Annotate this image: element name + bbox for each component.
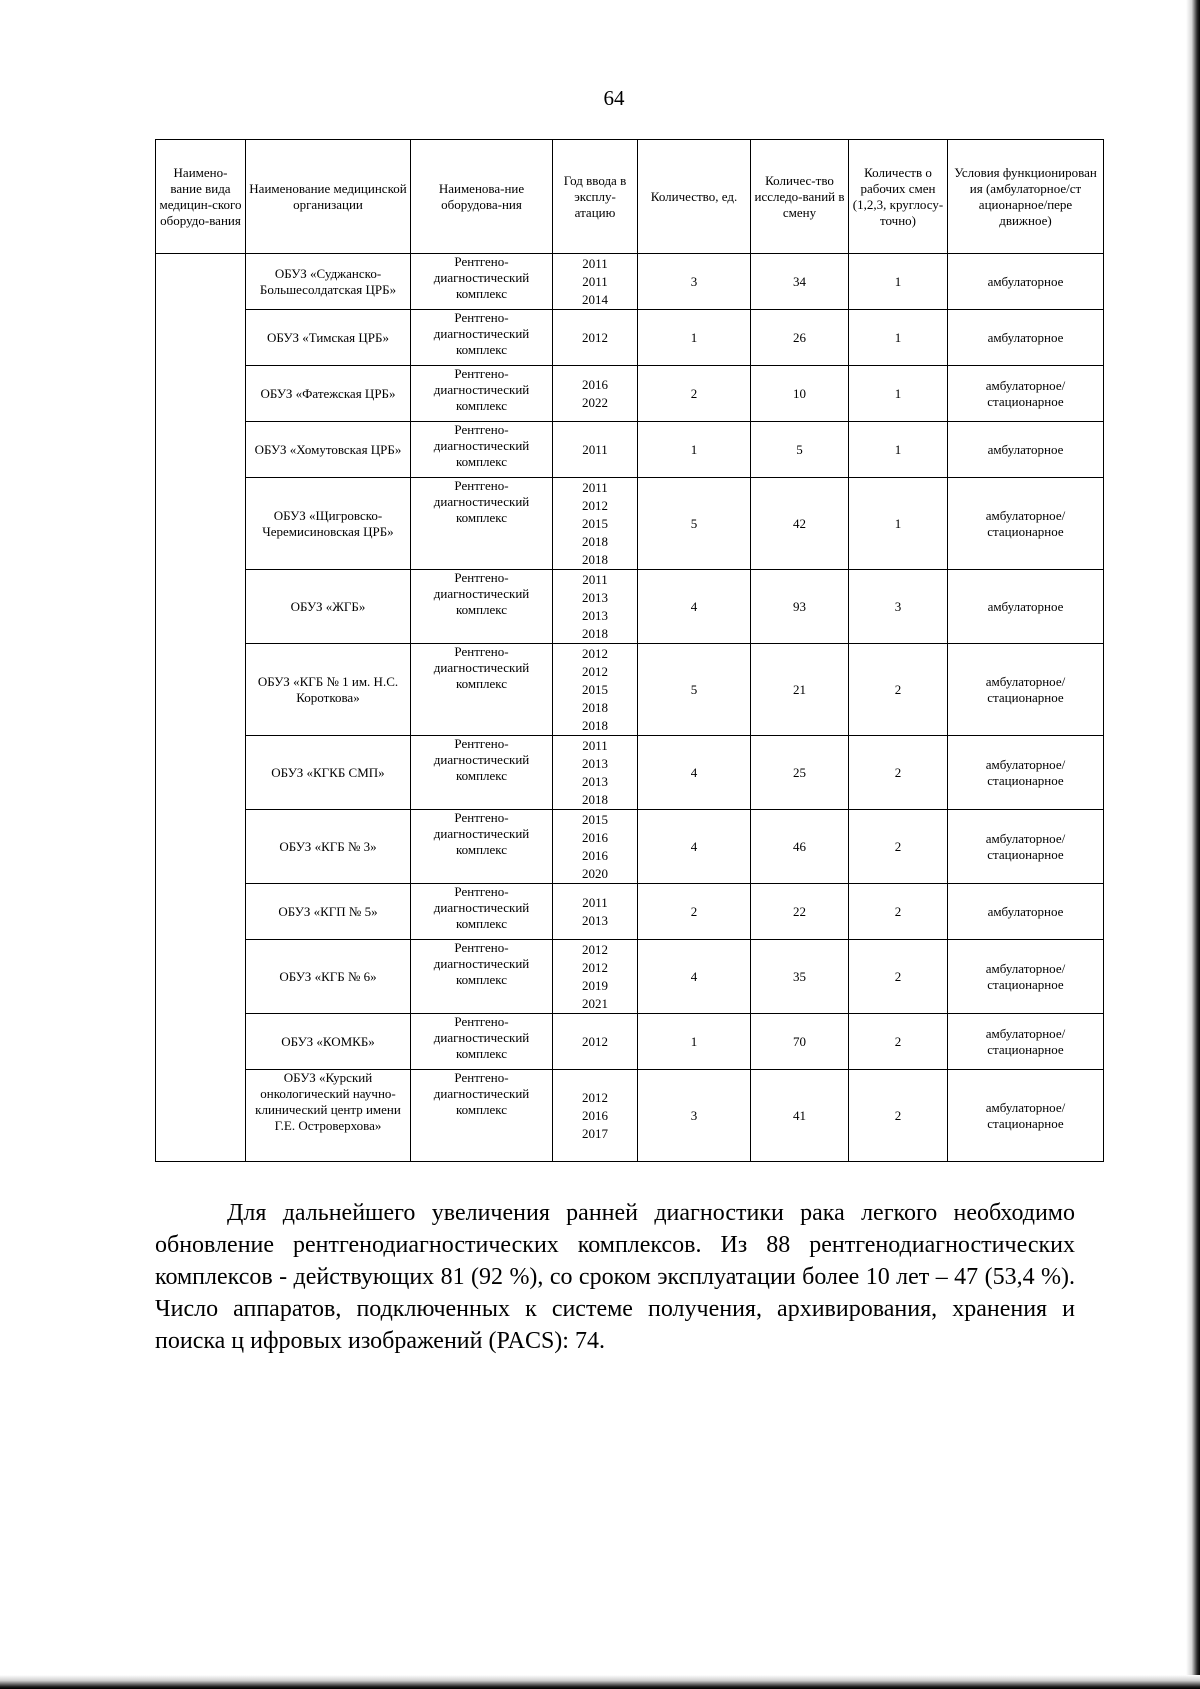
equipment-name-cell: Рентгено-диагностический комплекс (411, 644, 553, 736)
count-cell: 1 (638, 310, 751, 366)
year-cell: 2011 (553, 422, 638, 478)
equipment-name-cell: Рентгено-диагностический комплекс (411, 736, 553, 810)
header-count: Количество, ед. (638, 140, 751, 254)
equipment-name-cell: Рентгено-диагностический комплекс (411, 1070, 553, 1162)
organization-cell: ОБУЗ «Суджанско-Большесолдатская ЦРБ» (246, 254, 411, 310)
year-cell: 2012 2016 2017 (553, 1070, 638, 1162)
conditions-cell: амбулаторное/ стационарное (948, 810, 1104, 884)
header-shifts: Количеств о рабочих смен (1,2,3, круглосу-точно) (849, 140, 948, 254)
studies-cell: 34 (751, 254, 849, 310)
conditions-cell: амбулаторное/ стационарное (948, 644, 1104, 736)
organization-cell: ОБУЗ «КГКБ СМП» (246, 736, 411, 810)
year-cell: 2012 (553, 310, 638, 366)
organization-cell: ОБУЗ «Хомутовская ЦРБ» (246, 422, 411, 478)
studies-cell: 41 (751, 1070, 849, 1162)
year-cell: 2012 2012 2015 2018 2018 (553, 644, 638, 736)
conditions-cell: амбулаторное/ стационарное (948, 366, 1104, 422)
table-row (156, 644, 1104, 736)
conditions-cell: амбулаторное/ стационарное (948, 478, 1104, 570)
conditions-cell: амбулаторное/ стационарное (948, 736, 1104, 810)
studies-cell: 25 (751, 736, 849, 810)
equipment-name-cell: Рентгено-диагностический комплекс (411, 940, 553, 1014)
conditions-cell: амбулаторное/ стационарное (948, 1070, 1104, 1162)
studies-cell: 22 (751, 884, 849, 940)
organization-cell: ОБУЗ «КГБ № 3» (246, 810, 411, 884)
shifts-cell: 2 (849, 736, 948, 810)
shifts-cell: 2 (849, 810, 948, 884)
year-cell: 2011 2013 2013 2018 (553, 736, 638, 810)
organization-cell: ОБУЗ «КГП № 5» (246, 884, 411, 940)
header-conditions: Условия функционирован ия (амбулаторное/ст ационарное/пере движное) (948, 140, 1104, 254)
year-cell: 2015 2016 2016 2020 (553, 810, 638, 884)
page-number: 64 (603, 86, 625, 110)
header-year: Год ввода в эксплу-атацию (553, 140, 638, 254)
body-paragraph: Для дальнейшего увеличения ранней диагностики рака легкого необходимо обновление рентгенодиагностических комплексов. Из 88 рентгенодиагностических комплексов - действующих 81 (92 %), со сроком эксплуатации более 10 лет – 47 (53,4 %). Число аппаратов, подключенных к системе получения, архивирования, хранения и поиска ц ифровых изображений (PACS): 74. (155, 1200, 1075, 1354)
organization-cell: ОБУЗ «ЖГБ» (246, 570, 411, 644)
equipment-name-cell: Рентгено-диагностический комплекс (411, 478, 553, 570)
shifts-cell: 1 (849, 310, 948, 366)
header-equipment-type: Наимено-вание вида медицин-ского оборудо-вания (156, 140, 246, 254)
table-row (156, 310, 1104, 366)
shifts-cell: 1 (849, 478, 948, 570)
table-row (156, 1070, 1104, 1162)
year-cell: 2012 (553, 1014, 638, 1070)
equipment-table (155, 139, 1104, 1162)
conditions-cell: амбулаторное (948, 422, 1104, 478)
count-cell: 2 (638, 884, 751, 940)
shifts-cell: 2 (849, 644, 948, 736)
scan-edge-right (1186, 0, 1200, 1689)
studies-cell: 26 (751, 310, 849, 366)
header-equipment-name: Наименова-ние оборудова-ния (411, 140, 553, 254)
studies-cell: 35 (751, 940, 849, 1014)
year-cell: 2011 2011 2014 (553, 254, 638, 310)
table-row (156, 884, 1104, 940)
table-row (156, 570, 1104, 644)
conditions-cell: амбулаторное (948, 254, 1104, 310)
equipment-name-cell: Рентгено-диагностический комплекс (411, 570, 553, 644)
count-cell: 1 (638, 422, 751, 478)
table-row (156, 940, 1104, 1014)
table-row (156, 478, 1104, 570)
count-cell: 5 (638, 644, 751, 736)
shifts-cell: 2 (849, 884, 948, 940)
studies-cell: 10 (751, 366, 849, 422)
year-cell: 2011 2012 2015 2018 2018 (553, 478, 638, 570)
organization-cell: ОБУЗ «КОМКБ» (246, 1014, 411, 1070)
organization-cell: ОБУЗ «КГБ № 1 им. Н.С. Короткова» (246, 644, 411, 736)
scan-edge-bottom (0, 1675, 1200, 1689)
studies-cell: 70 (751, 1014, 849, 1070)
equipment-name-cell: Рентгено-диагностический комплекс (411, 810, 553, 884)
studies-cell: 46 (751, 810, 849, 884)
shifts-cell: 2 (849, 1014, 948, 1070)
equipment-type-cell (156, 254, 246, 1162)
organization-cell: ОБУЗ «Тимская ЦРБ» (246, 310, 411, 366)
conditions-cell: амбулаторное/ стационарное (948, 1014, 1104, 1070)
studies-cell: 21 (751, 644, 849, 736)
table-row (156, 366, 1104, 422)
organization-cell: ОБУЗ «Фатежская ЦРБ» (246, 366, 411, 422)
count-cell: 3 (638, 1070, 751, 1162)
table-header-row (156, 140, 1104, 254)
count-cell: 4 (638, 810, 751, 884)
equipment-name-cell: Рентгено-диагностический комплекс (411, 1014, 553, 1070)
table-row (156, 254, 1104, 310)
equipment-name-cell: Рентгено-диагностический комплекс (411, 366, 553, 422)
header-organization: Наименование медицинской организации (246, 140, 411, 254)
count-cell: 1 (638, 1014, 751, 1070)
shifts-cell: 2 (849, 940, 948, 1014)
conditions-cell: амбулаторное (948, 310, 1104, 366)
table-row (156, 1014, 1104, 1070)
count-cell: 4 (638, 570, 751, 644)
shifts-cell: 1 (849, 366, 948, 422)
count-cell: 5 (638, 478, 751, 570)
organization-cell: ОБУЗ «Щигровско-Черемисиновская ЦРБ» (246, 478, 411, 570)
header-studies: Количес-тво исследо-ваний в смену (751, 140, 849, 254)
conditions-cell: амбулаторное (948, 570, 1104, 644)
count-cell: 4 (638, 736, 751, 810)
studies-cell: 5 (751, 422, 849, 478)
conditions-cell: амбулаторное/ стационарное (948, 940, 1104, 1014)
table-row (156, 810, 1104, 884)
year-cell: 2016 2022 (553, 366, 638, 422)
count-cell: 2 (638, 366, 751, 422)
table-row (156, 422, 1104, 478)
count-cell: 4 (638, 940, 751, 1014)
organization-cell: ОБУЗ «Курский онкологический научно-клинический центр имени Г.Е. Островерхова» (246, 1070, 411, 1162)
shifts-cell: 1 (849, 422, 948, 478)
equipment-name-cell: Рентгено-диагностический комплекс (411, 422, 553, 478)
equipment-name-cell: Рентгено-диагностический комплекс (411, 310, 553, 366)
studies-cell: 42 (751, 478, 849, 570)
year-cell: 2012 2012 2019 2021 (553, 940, 638, 1014)
equipment-name-cell: Рентгено-диагностический комплекс (411, 884, 553, 940)
table-body (156, 254, 1104, 1162)
shifts-cell: 2 (849, 1070, 948, 1162)
conditions-cell: амбулаторное (948, 884, 1104, 940)
table-row (156, 736, 1104, 810)
year-cell: 2011 2013 2013 2018 (553, 570, 638, 644)
shifts-cell: 1 (849, 254, 948, 310)
shifts-cell: 3 (849, 570, 948, 644)
studies-cell: 93 (751, 570, 849, 644)
equipment-name-cell: Рентгено-диагностический комплекс (411, 254, 553, 310)
year-cell: 2011 2013 (553, 884, 638, 940)
organization-cell: ОБУЗ «КГБ № 6» (246, 940, 411, 1014)
count-cell: 3 (638, 254, 751, 310)
